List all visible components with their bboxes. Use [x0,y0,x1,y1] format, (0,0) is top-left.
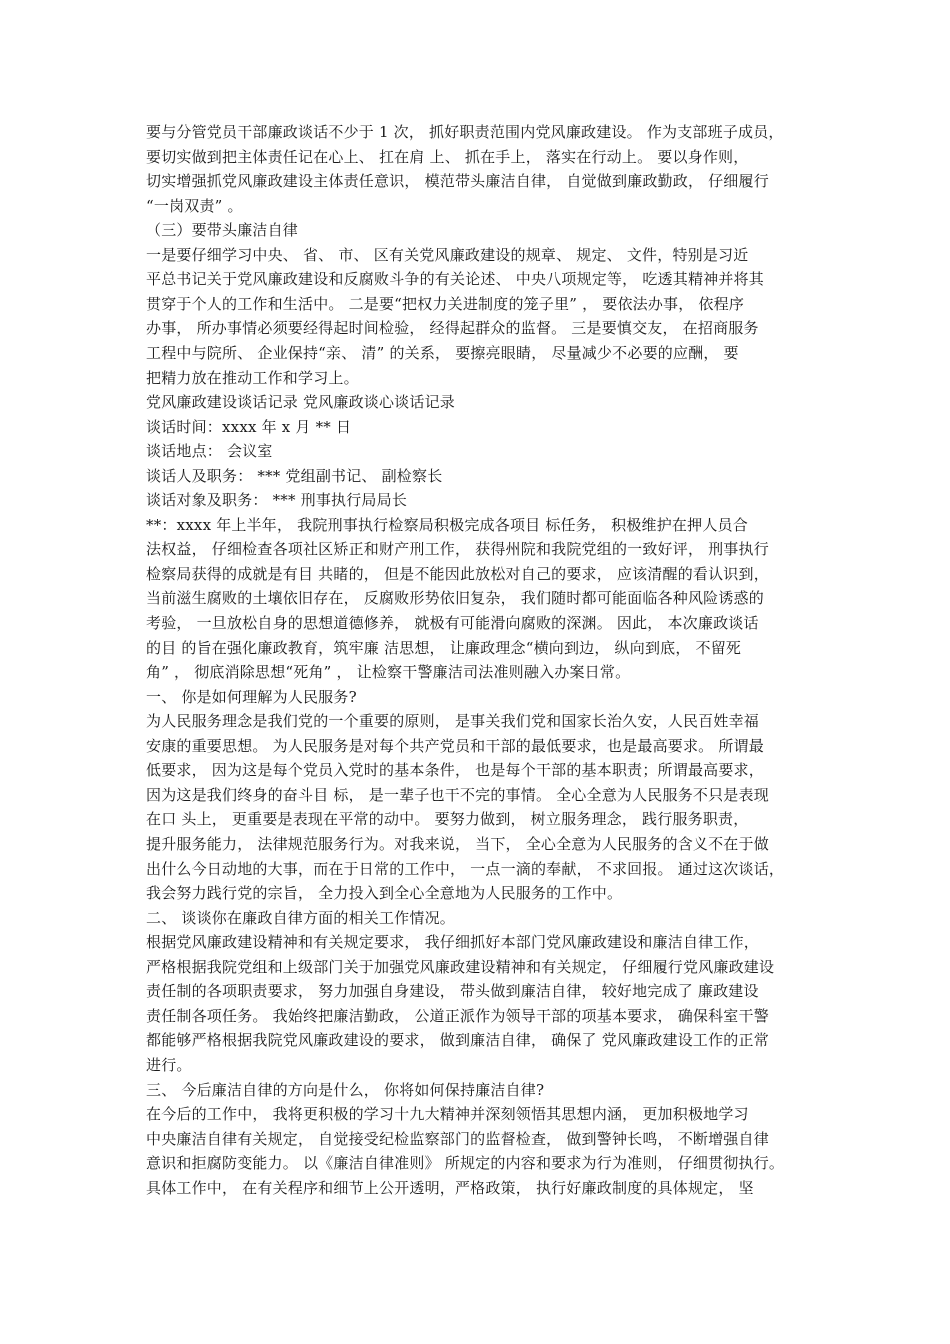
text-line: 把精力放在推动工作和学习上。 [146,368,359,387]
text-line: 党风廉政建设谈话记录 党风廉政谈心谈话记录 [146,393,455,412]
text-line: 责任制各项任务。 我始终把廉洁勤政， 公道正派作为领导干部的项基本要求， 确保科室干警 [146,1006,769,1025]
text-line: 在今后的工作中， 我将更积极的学习十九大精神并深刻领悟其思想内涵， 更加积极地学习 [146,1105,749,1123]
text-line: 严格根据我院党组和上级部门关于加强党风廉政建设精神和有关规定， 仔细履行党风廉政建设 [146,957,775,976]
text-line: 提升服务能力， 法律规范服务行为。对我来说， 当下， 全心全意为人民服务的含义不在于做 [146,835,769,853]
text-line: 二、 谈谈你在廉政自律方面的相关工作情况。 [146,908,455,927]
text-line: 谈话时间：xxxx 年 x 月 ** 日 [146,417,352,436]
text-line: 谈话对象及职务： *** 刑事执行局局长 [146,491,408,510]
text-line: 检察局获得的成就是有目 共睹的， 但是不能因此放松对自己的要求， 应该清醒的看认识到， [146,564,769,583]
text-line: 都能够严格根据我院党风廉政建设的要求， 做到廉洁自律， 确保了 党风廉政建设工作的正常 [146,1031,769,1050]
text-line: 我会努力践行党的宗旨， 全力投入到全心全意地为人民服务的工作中。 [146,884,623,903]
text-line: 一是要仔细学习中央、 省、 市、 区有关党风廉政建设的规章、 规定、 文件，特别是习近 [146,245,749,264]
text-line: 平总书记关于党风廉政建设和反腐败斗争的有关论述、 中央八项规定等， 吃透其精神并将其 [146,270,764,289]
text-line: 法权益， 仔细检查各项社区矫正和财产刑工作， 获得州院和我院党组的一致好评， 刑事执行 [146,540,769,559]
text-line: 工程中与院所、 企业保持“亲、 清” 的关系， 要擦亮眼睛， 尽量减少不必要的应酬， 要 [146,344,739,362]
text-line: “一岗双责” 。 [146,196,243,215]
text-line: 低要求， 因为这是每个党员入党时的基本条件， 也是每个干部的基本职责；所谓最高要求， [146,761,764,780]
text-line: 中央廉洁自律有关规定， 自觉接受纪检监察部门的监督检查， 做到警钟长鸣， 不断增强自律 [146,1129,769,1148]
text-line: 进行。 [146,1055,192,1074]
text-line: 为人民服务理念是我们党的一个重要的原则， 是事关我们党和国家长治久安，人民百姓幸福 [146,712,759,731]
text-line: 因为这是我们终身的奋斗目 标， 是一辈子也干不完的事情。 全心全意为人民服务不只是表现 [146,785,769,804]
text-line: 根据党风廉政建设精神和有关规定要求， 我仔细抓好本部门党风廉政建设和廉洁自律工作， [146,933,759,952]
text-line: 要与分管党员干部廉政谈话不少于 1 次， 抓好职责范围内党风廉政建设。 作为支部班子成员， [146,123,784,141]
text-line: 当前滋生腐败的土壤依旧存在， 反腐败形势依旧复杂， 我们随时都可能面临各种风险诱惑的 [146,589,764,608]
text-line: 贯穿于个人的工作和生活中。 二是要“把权力关进制度的笼子里” ， 要依法办事， 依程序 [146,294,745,313]
text-line: 出什么今日动地的大事，而在于日常的工作中， 一点一滴的奉献， 不求回报。 通过这次谈话， [146,859,785,878]
text-line: 三、 今后廉洁自律的方向是什么， 你将如何保持廉洁自律? [146,1080,545,1099]
text-line: 谈话地点： 会议室 [146,442,273,461]
text-line: 具体工作中， 在有关程序和细节上公开透明，严格政策， 执行好廉政制度的具体规定， 坚 [146,1178,754,1197]
text-line: 安康的重要思想。 为人民服务是对每个共产党员和干部的最低要求，也是最高要求。 所谓最 [146,736,764,755]
text-line: 办事， 所办事情必须要经得起时间检验， 经得起群众的监督。 三是要慎交友， 在招商服务 [146,319,759,338]
text-line: 角” ， 彻底消除思想“死角” ， 让检察干警廉洁司法准则融入办案日常。 [146,663,631,682]
text-line: **：xxxx 年上半年， 我院刑事执行检察局积极完成各项目 标任务， 积极维护在押人员合 [146,515,748,534]
text-line: 意识和拒腐防变能力。 以《廉洁自律准则》 所规定的内容和要求为行为准则， 仔细贯彻执行。 [146,1154,785,1173]
text-line: 要切实做到把主体责任记在心上、 扛在肩 上、 抓在手上， 落实在行动上。 要以身作则， [146,147,749,166]
text-line: 在口 头上， 更重要是表现在平常的动中。 要努力做到， 树立服务理念， 践行服务职责， [146,810,749,829]
text-line: 一、 你是如何理解为人民服务? [146,687,357,706]
text-line: 谈话人及职务： *** 党组副书记、 副检察长 [146,466,443,485]
text-line: （三）要带头廉洁自律 [146,221,299,240]
text-line: 切实增强抓党风廉政建设主体责任意识， 模范带头廉洁自律， 自觉做到廉政勤政， 仔细履行 [146,172,769,191]
text-line: 责任制的各项职责要求， 努力加强自身建设， 带头做到廉洁自律， 较好地完成了 廉政建设 [146,982,759,1001]
text-line: 的目 的旨在强化廉政教育，筑牢廉 洁思想， 让廉政理念“横向到边， 纵向到底， 不留死 [146,638,742,657]
text-line: 考验， 一旦放松自身的思想道德修养， 就极有可能滑向腐败的深渊。 因此， 本次廉政谈话 [146,614,759,632]
